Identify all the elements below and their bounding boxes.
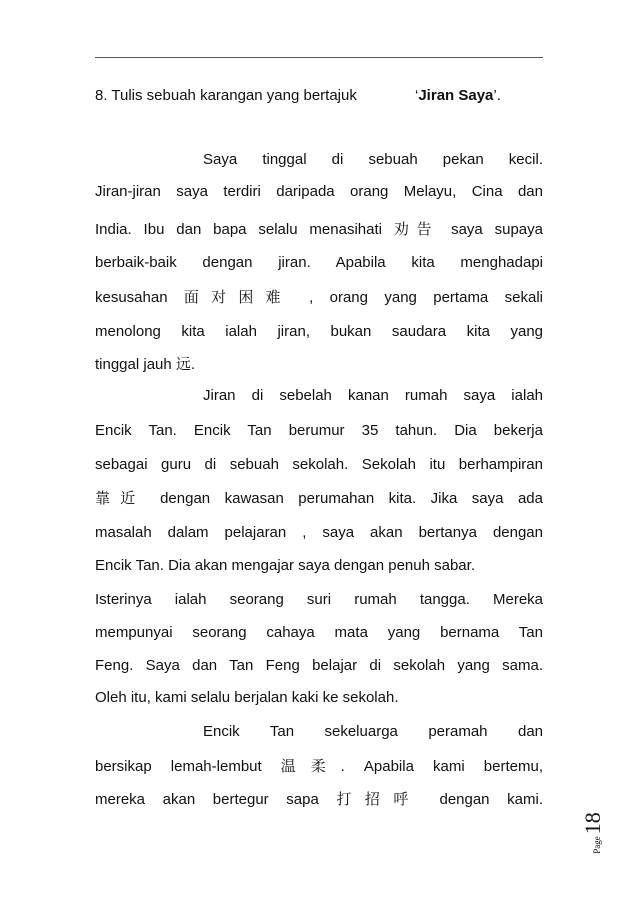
body-line: masalah dalam pelajaran , saya akan bertanya dengan (95, 524, 543, 541)
question-heading (95, 86, 501, 106)
essay-title (415, 86, 501, 106)
body-line: Jiran di sebelah kanan rumah saya ialah (203, 387, 543, 404)
page-number-value: 18 (580, 812, 605, 835)
body-line: berbaik-baik dengan jiran. Apabila kita menghadapi (95, 254, 543, 271)
body-line: menolong kita ialah jiran, bukan saudara kita yang (95, 323, 543, 340)
body-line: Encik Tan sekeluarga peramah dan (203, 723, 543, 740)
body-line: India. Ibu dan bapa selalu menasihati 劝告 saya supaya (95, 221, 543, 238)
body-line: Encik Tan. Encik Tan berumur 35 tahun. Dia bekerja (95, 422, 543, 439)
essay-title-text: Jiran Saya (418, 87, 494, 104)
body-line: kesusahan 面对困难 , orang yang pertama sekali (95, 289, 543, 306)
body-line: mempunyai seorang cahaya mata yang bernama Tan (95, 624, 543, 641)
body-line: Feng. Saya dan Tan Feng belajar di sekolah yang sama. (95, 657, 543, 674)
body-line: mereka akan bertegur sapa 打招呼 dengan kami. (95, 791, 543, 808)
page-number (580, 808, 605, 858)
body-line: Saya tinggal di sebuah pekan kecil. (203, 151, 543, 168)
body-line: Isterinya ialah seorang suri rumah tangga. Mereka (95, 591, 543, 608)
body-line: bersikap lemah-lembut 温柔. Apabila kami bertemu, (95, 758, 543, 775)
quote-open: ‘ (415, 87, 419, 104)
body-line: Oleh itu, kami selalu berjalan kaki ke sekolah. (95, 689, 399, 706)
header-rule (95, 57, 543, 58)
body-line: Jiran-jiran saya terdiri daripada orang Melayu, Cina dan (95, 183, 543, 200)
body-line: sebagai guru di sebuah sekolah. Sekolah itu berhampiran (95, 456, 543, 473)
body-line: 靠近 dengan kawasan perumahan kita. Jika saya ada (95, 490, 543, 507)
page-label: Page (592, 836, 602, 854)
body-line: tinggal jauh 远. (95, 356, 196, 373)
quote-close: ’. (493, 87, 501, 104)
body-line: Encik Tan. Dia akan mengajar saya dengan penuh sabar. (95, 557, 475, 574)
question-prefix: 8. Tulis sebuah karangan yang bertajuk (95, 87, 357, 104)
